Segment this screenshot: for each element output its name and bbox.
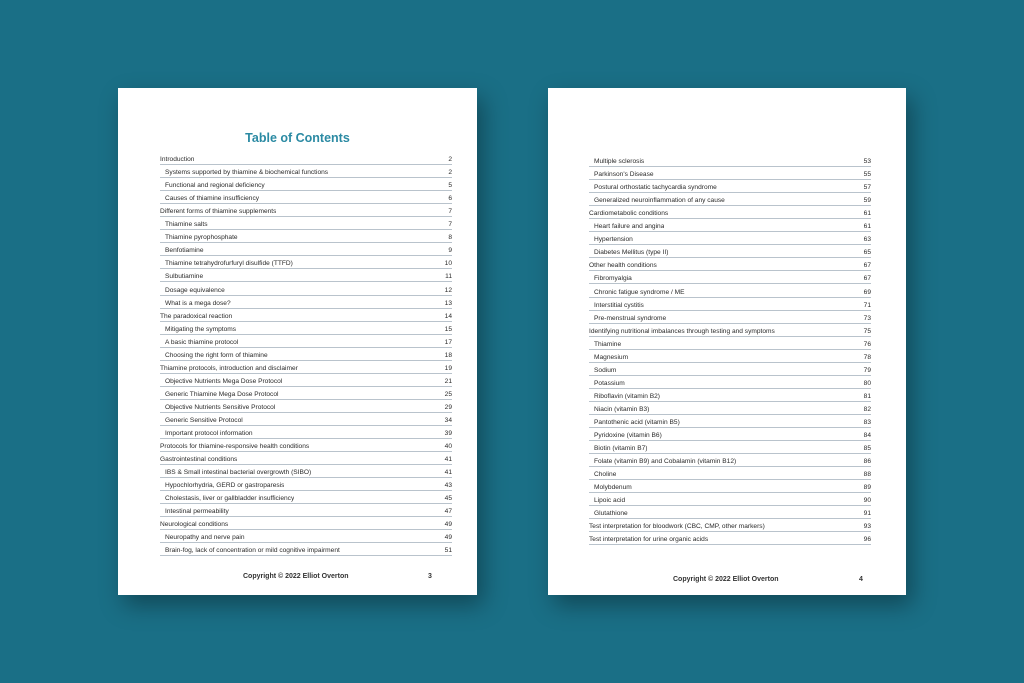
toc-entry-page-number: 2 — [448, 169, 452, 177]
toc-entry-title: Chronic fatigue syndrome / ME — [594, 288, 685, 296]
toc-entry-page-number: 40 — [444, 443, 452, 451]
toc-entry-page-number: 5 — [448, 182, 452, 190]
toc-entry — [589, 193, 871, 206]
toc-entry-page-number: 76 — [863, 340, 871, 348]
toc-entry — [589, 519, 871, 532]
toc-entry-page-number: 51 — [444, 547, 452, 555]
toc-entry-page-number: 59 — [863, 197, 871, 205]
toc-entry — [160, 269, 452, 282]
toc-entry — [160, 243, 452, 256]
toc-entry-title: A basic thiamine protocol — [165, 338, 239, 346]
toc-entry-page-number: 25 — [444, 390, 452, 398]
toc-entry-page-number: 49 — [444, 521, 452, 529]
toc-entry-page-number: 96 — [863, 536, 871, 544]
toc-entry — [589, 206, 871, 219]
toc-entry — [160, 361, 452, 374]
toc-entry-page-number: 9 — [448, 247, 452, 255]
toc-entry-page-number: 55 — [863, 171, 871, 179]
toc-entry-title: Choline — [594, 471, 617, 479]
toc-entry-title: Generic Thiamine Mega Dose Protocol — [165, 390, 279, 398]
toc-entry-page-number: 90 — [863, 497, 871, 505]
toc-entry-page-number: 57 — [863, 184, 871, 192]
toc-entry — [160, 230, 452, 243]
toc-entry-title: Causes of thiamine insufficiency — [165, 195, 260, 203]
toc-entry — [160, 504, 452, 517]
toc-entry-page-number: 88 — [863, 471, 871, 479]
toc-entry-title: Pyridoxine (vitamin B6) — [594, 432, 662, 440]
toc-entry-title: Hypertension — [594, 236, 633, 244]
toc-entry-title: Brain-fog, lack of concentration or mild cognitive impairment — [165, 547, 340, 555]
toc-entry-title: Multiple sclerosis — [594, 158, 645, 166]
toc-entry-page-number: 63 — [863, 236, 871, 244]
toc-entry-page-number: 82 — [863, 405, 871, 413]
toc-entry-title: Choosing the right form of thiamine — [165, 351, 268, 359]
toc-entry-title: Pantothenic acid (vitamin B5) — [594, 418, 680, 426]
toc-entry — [160, 296, 452, 309]
toc-entry — [160, 204, 452, 217]
toc-entry — [160, 452, 452, 465]
toc-entry — [160, 543, 452, 556]
toc-entry — [160, 178, 452, 191]
toc-entry — [160, 491, 452, 504]
toc-entry-title: Thiamine tetrahydrofurfuryl disulfide (TTFD) — [165, 260, 293, 268]
toc-entry-page-number: 53 — [863, 158, 871, 166]
toc-entry-page-number: 61 — [863, 210, 871, 218]
toc-entry-title: Protocols for thiamine-responsive health conditions — [160, 443, 310, 451]
toc-entry — [589, 493, 871, 506]
toc-entry-title: Diabetes Mellitus (type II) — [594, 249, 669, 257]
toc-entry-page-number: 6 — [448, 195, 452, 203]
toc-entry-title: Riboflavin (vitamin B2) — [594, 392, 660, 400]
toc-entry-page-number: 19 — [444, 364, 452, 372]
toc-entry — [589, 376, 871, 389]
toc-entry — [589, 219, 871, 232]
toc-entry-title: Interstitial cystitis — [594, 301, 644, 309]
toc-entry-page-number: 2 — [448, 156, 452, 164]
toc-entry-page-number: 49 — [444, 534, 452, 542]
toc-entry — [589, 284, 871, 297]
toc-entry-page-number: 67 — [863, 275, 871, 283]
footer-page-number: 3 — [428, 573, 432, 580]
toc-entry-title: Neurological conditions — [160, 521, 229, 529]
toc-entry-page-number: 15 — [444, 325, 452, 333]
toc-title: Table of Contents — [245, 131, 350, 145]
toc-entry-title: Systems supported by thiamine & biochemical functions — [165, 169, 329, 177]
toc-entry-page-number: 41 — [444, 456, 452, 464]
toc-entry — [160, 530, 452, 543]
toc-entry — [160, 335, 452, 348]
toc-entry-title: Magnesium — [594, 353, 629, 361]
toc-entry — [160, 426, 452, 439]
toc-entry — [160, 282, 452, 295]
toc-entry-title: Folate (vitamin B9) and Cobalamin (vitamin B12) — [594, 458, 737, 466]
toc-entry — [589, 154, 871, 167]
toc-entry-title: The paradoxical reaction — [160, 312, 233, 320]
toc-entry-title: Neuropathy and nerve pain — [165, 534, 245, 542]
toc-entry — [160, 478, 452, 491]
toc-entry-title: Benfotiamine — [165, 247, 204, 255]
toc-entry-title: Fibromyalgia — [594, 275, 632, 283]
toc-entry-title: Thiamine protocols, introduction and disclaimer — [160, 364, 298, 372]
toc-entry-page-number: 7 — [448, 221, 452, 229]
toc-entry — [160, 413, 452, 426]
toc-entry-title: IBS & Small intestinal bacterial overgrowth (SIBO) — [165, 469, 312, 477]
toc-entry-title: Potassium — [594, 379, 625, 387]
toc-entry-page-number: 45 — [444, 495, 452, 503]
toc-entry — [589, 532, 871, 545]
toc-entry — [160, 517, 452, 530]
toc-entry — [589, 363, 871, 376]
toc-entry — [589, 441, 871, 454]
toc-entry — [589, 271, 871, 284]
toc-entry — [160, 348, 452, 361]
toc-entry-title: Glutathione — [594, 510, 628, 518]
toc-entry — [589, 428, 871, 441]
toc-entry-title: Thiamine salts — [165, 221, 208, 229]
toc-entry-page-number: 73 — [863, 314, 871, 322]
toc-entry-title: Functional and regional deficiency — [165, 182, 265, 190]
toc-entry-page-number: 43 — [444, 482, 452, 490]
toc-entry-title: Sulbutiamine — [165, 273, 204, 281]
toc-entry — [160, 165, 452, 178]
toc-entry-page-number: 84 — [863, 432, 871, 440]
toc-entry — [160, 191, 452, 204]
toc-entry-title: Thiamine — [594, 340, 622, 348]
toc-entry-page-number: 39 — [444, 430, 452, 438]
toc-entry-title: Intestinal permeability — [165, 508, 229, 516]
toc-entry — [589, 298, 871, 311]
toc-page-right — [548, 88, 906, 595]
toc-entry — [589, 232, 871, 245]
toc-entry-title: Cholestasis, liver or gallbladder insufficiency — [165, 495, 295, 503]
toc-entry-title: Heart failure and angina — [594, 223, 665, 231]
toc-entry-title: Lipoic acid — [594, 497, 626, 505]
toc-entry-title: Generic Sensitive Protocol — [165, 416, 243, 424]
toc-entry — [160, 439, 452, 452]
toc-entry-page-number: 89 — [863, 484, 871, 492]
toc-entry-page-number: 67 — [863, 262, 871, 270]
toc-entry — [589, 454, 871, 467]
toc-entry-title: Niacin (vitamin B3) — [594, 405, 650, 413]
toc-entry-page-number: 65 — [863, 249, 871, 257]
toc-entry — [589, 167, 871, 180]
toc-list-left — [160, 152, 452, 556]
toc-entry — [589, 402, 871, 415]
toc-entry-page-number: 93 — [863, 523, 871, 531]
toc-entry-title: Other health conditions — [589, 262, 657, 270]
toc-entry-title: Test interpretation for bloodwork (CBC, CMP, other markers) — [589, 523, 765, 531]
toc-entry-page-number: 47 — [444, 508, 452, 516]
toc-entry-title: Objective Nutrients Sensitive Protocol — [165, 403, 276, 411]
toc-entry-title: Sodium — [594, 366, 617, 374]
toc-entry-page-number: 17 — [444, 338, 452, 346]
toc-entry-title: Dosage equivalence — [165, 286, 225, 294]
toc-entry-page-number: 81 — [863, 392, 871, 400]
toc-entry — [160, 309, 452, 322]
toc-entry — [160, 400, 452, 413]
toc-entry-page-number: 29 — [444, 403, 452, 411]
toc-entry-page-number: 13 — [444, 299, 452, 307]
toc-entry-page-number: 69 — [863, 288, 871, 296]
toc-entry-title: Objective Nutrients Mega Dose Protocol — [165, 377, 283, 385]
footer-page-number: 4 — [859, 576, 863, 583]
toc-entry-page-number: 85 — [863, 445, 871, 453]
toc-entry-title: Mitigating the symptoms — [165, 325, 237, 333]
toc-entry-title: Parkinson's Disease — [594, 171, 654, 179]
toc-entry-title: Introduction — [160, 156, 195, 164]
footer-copyright: Copyright © 2022 Elliot Overton — [243, 573, 349, 580]
toc-entry — [160, 217, 452, 230]
toc-entry — [589, 506, 871, 519]
toc-entry-page-number: 21 — [444, 377, 452, 385]
toc-entry-title: Thiamine pyrophosphate — [165, 234, 238, 242]
toc-entry — [589, 337, 871, 350]
toc-entry-title: Hypochlorhydria, GERD or gastroparesis — [165, 482, 285, 490]
toc-entry-title: Gastrointestinal conditions — [160, 456, 238, 464]
toc-list-right — [589, 154, 871, 545]
toc-entry — [160, 387, 452, 400]
toc-entry-page-number: 86 — [863, 458, 871, 466]
toc-entry-page-number: 61 — [863, 223, 871, 231]
toc-entry-page-number: 8 — [448, 234, 452, 242]
toc-entry — [589, 480, 871, 493]
toc-entry-page-number: 34 — [444, 416, 452, 424]
toc-entry — [160, 152, 452, 165]
toc-entry-title: Pre-menstrual syndrome — [594, 314, 667, 322]
toc-entry-page-number: 41 — [444, 469, 452, 477]
toc-entry-page-number: 71 — [863, 301, 871, 309]
toc-entry — [589, 180, 871, 193]
toc-entry-page-number: 80 — [863, 379, 871, 387]
toc-entry — [589, 311, 871, 324]
toc-entry-page-number: 79 — [863, 366, 871, 374]
toc-entry-title: Generalized neuroinflammation of any cause — [594, 197, 725, 205]
toc-entry-title: Molybdenum — [594, 484, 632, 492]
toc-entry — [160, 374, 452, 387]
toc-entry-page-number: 91 — [863, 510, 871, 518]
toc-entry-page-number: 12 — [444, 286, 452, 294]
toc-entry — [160, 322, 452, 335]
toc-entry-title: Important protocol information — [165, 430, 253, 438]
toc-entry-title: Cardiometabolic conditions — [589, 210, 669, 218]
toc-entry — [589, 324, 871, 337]
toc-entry-title: Biotin (vitamin B7) — [594, 445, 648, 453]
toc-entry-page-number: 75 — [863, 327, 871, 335]
toc-entry-title: Different forms of thiamine supplements — [160, 208, 277, 216]
toc-entry-title: What is a mega dose? — [165, 299, 231, 307]
toc-entry — [160, 465, 452, 478]
footer-copyright: Copyright © 2022 Elliot Overton — [673, 576, 779, 583]
toc-entry-title: Identifying nutritional imbalances through testing and symptoms — [589, 327, 775, 335]
toc-entry — [589, 258, 871, 271]
toc-entry-title: Postural orthostatic tachycardia syndrome — [594, 184, 717, 192]
toc-entry — [589, 389, 871, 402]
toc-entry-page-number: 11 — [445, 273, 452, 281]
toc-entry — [589, 350, 871, 363]
toc-entry-title: Test interpretation for urine organic acids — [589, 536, 709, 544]
toc-page-left — [118, 88, 477, 595]
toc-entry — [589, 467, 871, 480]
toc-entry — [160, 256, 452, 269]
toc-entry-page-number: 14 — [444, 312, 452, 320]
toc-entry-page-number: 78 — [863, 353, 871, 361]
toc-entry-page-number: 83 — [863, 418, 871, 426]
toc-entry-page-number: 10 — [444, 260, 452, 268]
toc-entry — [589, 245, 871, 258]
toc-entry-page-number: 7 — [448, 208, 452, 216]
toc-entry — [589, 415, 871, 428]
toc-entry-page-number: 18 — [444, 351, 452, 359]
